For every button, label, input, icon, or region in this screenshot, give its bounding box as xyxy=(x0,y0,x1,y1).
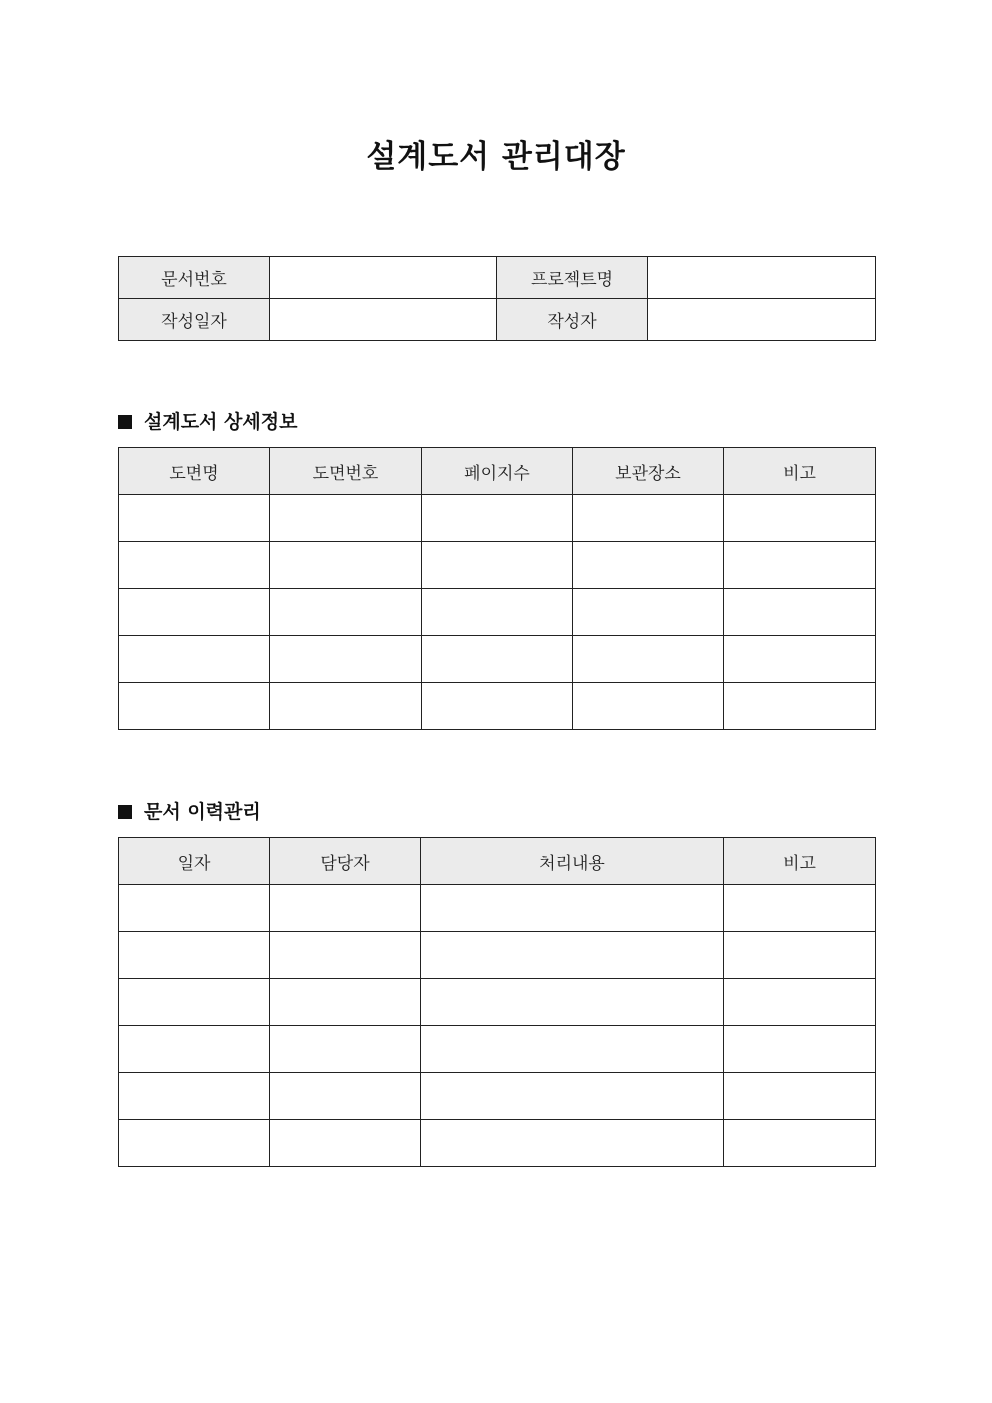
table-cell[interactable] xyxy=(422,683,573,730)
author-field[interactable] xyxy=(648,299,876,341)
table-cell[interactable] xyxy=(724,683,876,730)
column-header-drawing-name: 도면명 xyxy=(119,448,270,495)
table-cell[interactable] xyxy=(119,636,270,683)
table-cell[interactable] xyxy=(573,683,724,730)
table-row xyxy=(119,636,876,683)
table-row xyxy=(119,589,876,636)
table-row xyxy=(119,1026,876,1073)
table-cell[interactable] xyxy=(724,979,876,1026)
table-cell[interactable] xyxy=(724,1026,876,1073)
table-row xyxy=(119,257,876,299)
document-history-table xyxy=(118,837,876,1167)
table-cell[interactable] xyxy=(422,589,573,636)
created-date-field[interactable] xyxy=(270,299,497,341)
table-row xyxy=(119,299,876,341)
table-cell[interactable] xyxy=(270,1073,421,1120)
table-cell[interactable] xyxy=(270,885,421,932)
author-label: 작성자 xyxy=(497,299,648,341)
column-header-page-count: 페이지수 xyxy=(422,448,573,495)
doc-number-label: 문서번호 xyxy=(119,257,270,299)
table-cell[interactable] xyxy=(421,1073,724,1120)
table-cell[interactable] xyxy=(573,495,724,542)
drawing-detail-table xyxy=(118,447,876,730)
document-info-table xyxy=(118,256,876,341)
table-row xyxy=(119,979,876,1026)
table-row xyxy=(119,542,876,589)
table-cell[interactable] xyxy=(724,636,876,683)
table-row xyxy=(119,683,876,730)
detail-section-title: 설계도서 상세정보 xyxy=(144,411,298,433)
table-cell[interactable] xyxy=(724,542,876,589)
table-row xyxy=(119,1120,876,1167)
created-date-label: 작성일자 xyxy=(119,299,270,341)
table-cell[interactable] xyxy=(119,495,270,542)
doc-number-field[interactable] xyxy=(270,257,497,299)
table-cell[interactable] xyxy=(724,589,876,636)
black-square-icon xyxy=(118,415,132,429)
table-cell[interactable] xyxy=(119,1026,270,1073)
table-cell[interactable] xyxy=(421,1026,724,1073)
table-row xyxy=(119,1073,876,1120)
table-cell[interactable] xyxy=(724,495,876,542)
page-title: 설계도서 관리대장 xyxy=(366,139,626,175)
table-cell[interactable] xyxy=(119,589,270,636)
column-header-action-details: 처리내용 xyxy=(421,838,724,885)
table-cell[interactable] xyxy=(724,1073,876,1120)
table-row xyxy=(119,495,876,542)
table-header-row xyxy=(119,448,876,495)
history-section-title: 문서 이력관리 xyxy=(144,801,261,823)
table-cell[interactable] xyxy=(119,979,270,1026)
table-cell[interactable] xyxy=(119,1120,270,1167)
column-header-remarks: 비고 xyxy=(724,448,876,495)
table-cell[interactable] xyxy=(270,1120,421,1167)
table-cell[interactable] xyxy=(724,1120,876,1167)
column-header-person-in-charge: 담당자 xyxy=(270,838,421,885)
column-header-date: 일자 xyxy=(119,838,270,885)
table-row xyxy=(119,932,876,979)
column-header-storage-location: 보관장소 xyxy=(573,448,724,495)
table-cell[interactable] xyxy=(119,885,270,932)
column-header-remarks: 비고 xyxy=(724,838,876,885)
table-cell[interactable] xyxy=(421,932,724,979)
project-name-label: 프로젝트명 xyxy=(497,257,648,299)
table-cell[interactable] xyxy=(724,932,876,979)
black-square-icon xyxy=(118,805,132,819)
table-cell[interactable] xyxy=(270,683,422,730)
table-cell[interactable] xyxy=(270,1026,421,1073)
table-cell[interactable] xyxy=(573,542,724,589)
table-cell[interactable] xyxy=(119,542,270,589)
table-cell[interactable] xyxy=(119,1073,270,1120)
table-cell[interactable] xyxy=(270,589,422,636)
table-cell[interactable] xyxy=(119,932,270,979)
table-row xyxy=(119,885,876,932)
table-cell[interactable] xyxy=(422,636,573,683)
table-cell[interactable] xyxy=(270,979,421,1026)
table-cell[interactable] xyxy=(270,542,422,589)
table-cell[interactable] xyxy=(422,495,573,542)
table-cell[interactable] xyxy=(422,542,573,589)
table-cell[interactable] xyxy=(270,932,421,979)
table-cell[interactable] xyxy=(724,885,876,932)
table-cell[interactable] xyxy=(573,589,724,636)
history-section-heading xyxy=(118,799,261,825)
table-cell[interactable] xyxy=(119,683,270,730)
table-cell[interactable] xyxy=(421,1120,724,1167)
table-cell[interactable] xyxy=(270,636,422,683)
column-header-drawing-number: 도면번호 xyxy=(270,448,422,495)
table-cell[interactable] xyxy=(421,979,724,1026)
project-name-field[interactable] xyxy=(648,257,876,299)
table-cell[interactable] xyxy=(421,885,724,932)
detail-section-heading xyxy=(118,409,297,435)
table-cell[interactable] xyxy=(270,495,422,542)
table-cell[interactable] xyxy=(573,636,724,683)
table-header-row xyxy=(119,838,876,885)
